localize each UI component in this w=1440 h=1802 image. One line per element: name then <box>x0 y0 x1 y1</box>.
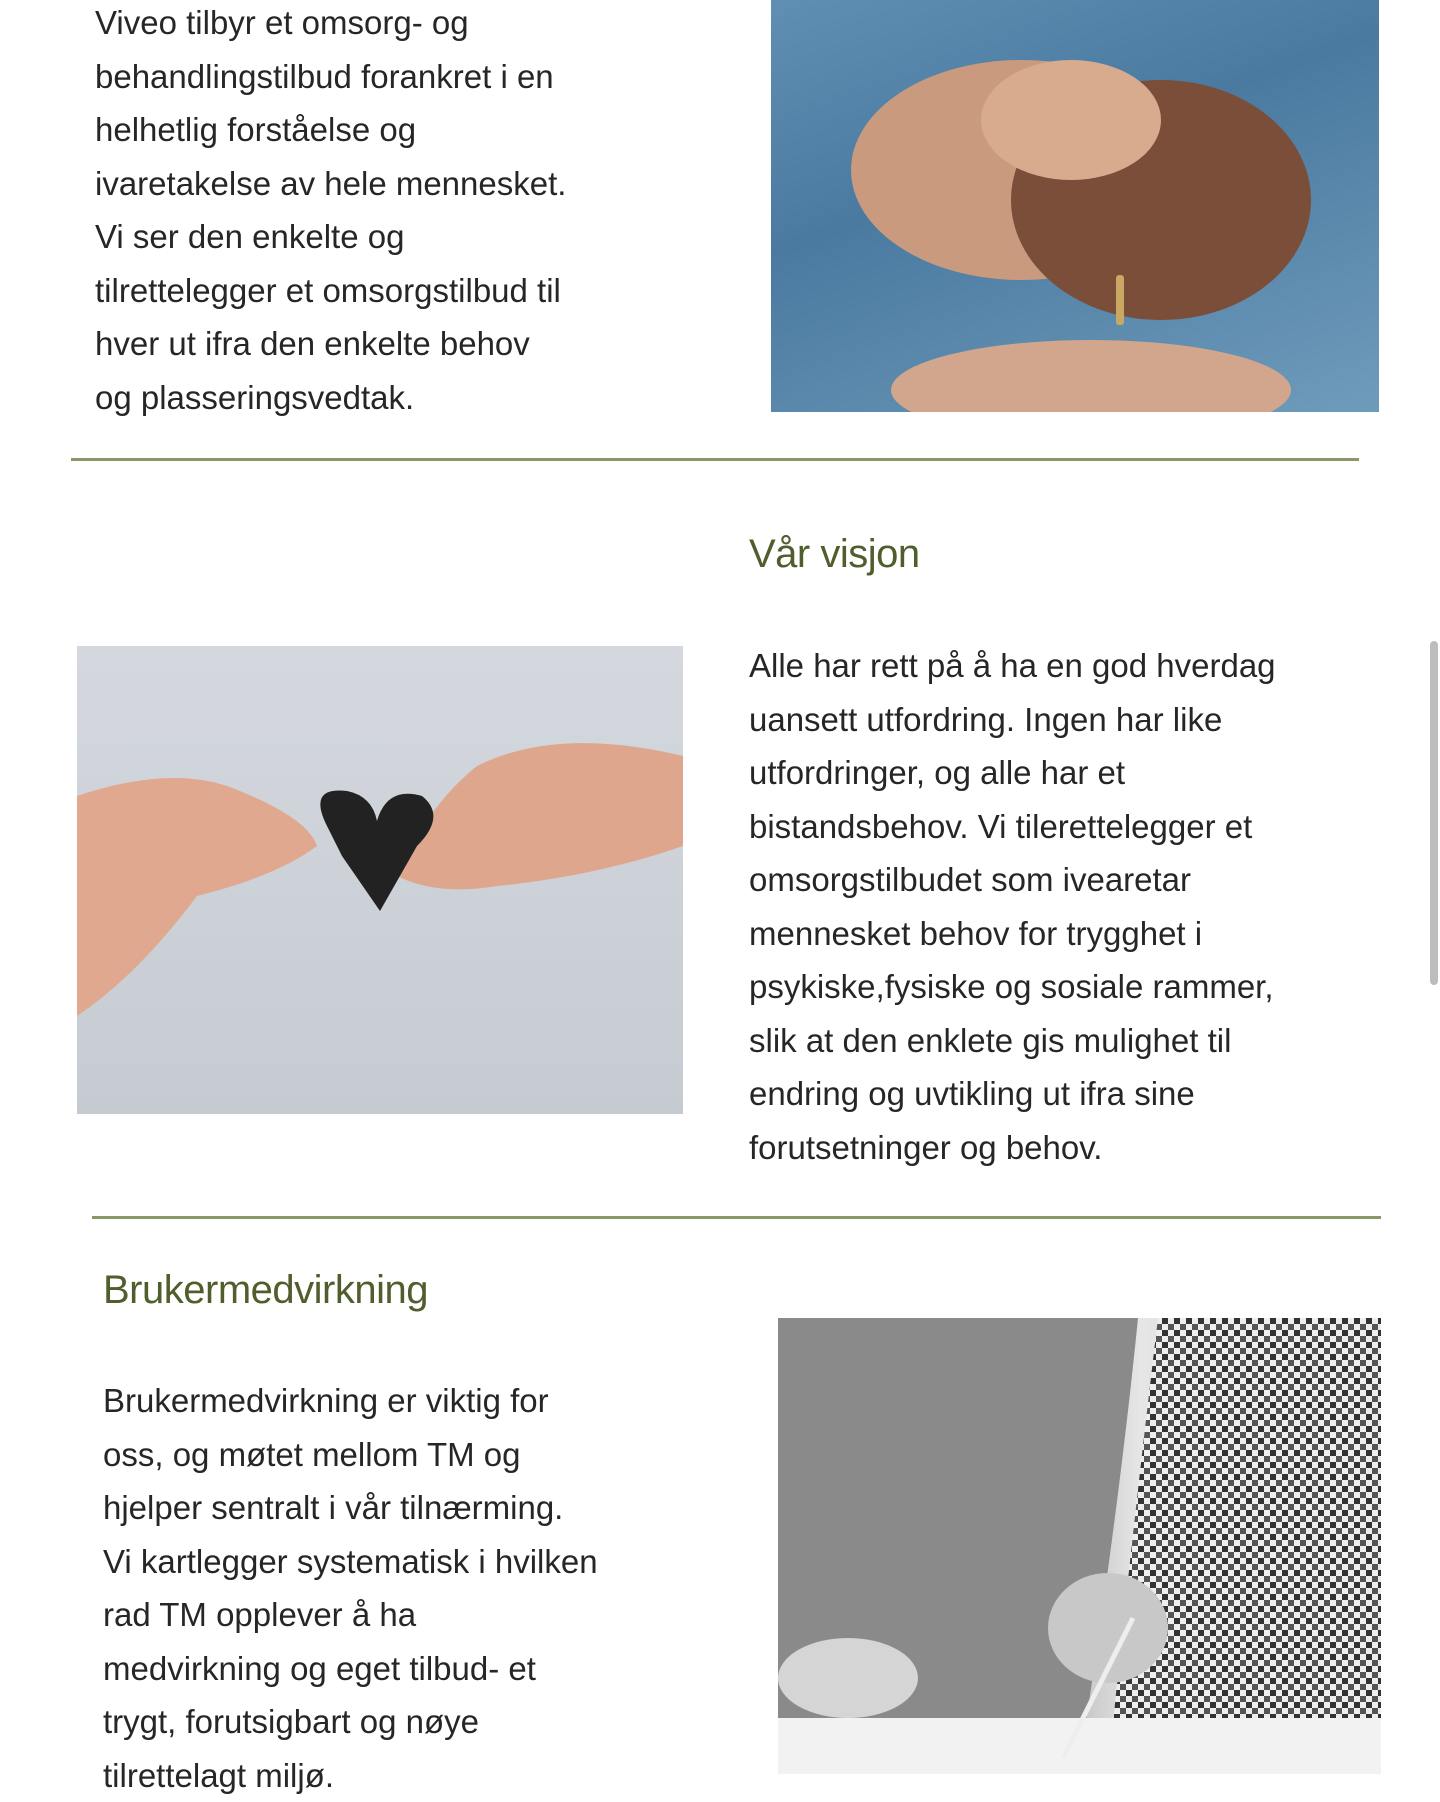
text-line: Brukermedvirkning er viktig for <box>103 1374 598 1428</box>
text-line: slik at den enklete gis mulighet til <box>749 1014 1276 1068</box>
intro-paragraph <box>95 0 566 424</box>
text-line: helhetlig forståelse og <box>95 103 566 157</box>
text-line: hver ut ifra den enkelte behov <box>95 317 566 371</box>
text-line: Vi kartlegger systematisk i hvilken <box>103 1535 598 1589</box>
text-line: forutsetninger og behov. <box>749 1121 1276 1175</box>
text-line: rad TM opplever å ha <box>103 1588 598 1642</box>
meeting-photo <box>778 1318 1381 1774</box>
text-line: oss, og møtet mellom TM og <box>103 1428 598 1482</box>
involvement-heading: Brukermedvirkning <box>103 1268 428 1313</box>
section-divider <box>92 1216 1381 1219</box>
text-line: bistandsbehov. Vi tilerettelegger et <box>749 800 1276 854</box>
text-line: og plasseringsvedtak. <box>95 371 566 425</box>
text-line: omsorgstilbudet som ivearetar <box>749 853 1276 907</box>
text-line: ivaretakelse av hele mennesket. <box>95 157 566 211</box>
holding-hands-photo <box>771 0 1379 412</box>
text-line: endring og uvtikling ut ifra sine <box>749 1067 1276 1121</box>
text-line: tilrettelegger et omsorgstilbud til <box>95 264 566 318</box>
text-line: behandlingstilbud forankret i en <box>95 50 566 104</box>
text-line: medvirkning og eget tilbud- et <box>103 1642 598 1696</box>
vision-heading: Vår visjon <box>749 532 920 577</box>
text-line: Vi ser den enkelte og <box>95 210 566 264</box>
text-line: uansett utfordring. Ingen har like <box>749 693 1276 747</box>
text-line: utfordringer, og alle har et <box>749 746 1276 800</box>
text-line: trygt, forutsigbart og nøye <box>103 1695 598 1749</box>
heart-hands-photo <box>77 646 683 1114</box>
vision-paragraph <box>749 639 1276 1174</box>
text-line: mennesket behov for trygghet i <box>749 907 1276 961</box>
text-line: hjelper sentralt i vår tilnærming. <box>103 1481 598 1535</box>
text-line: psykiske,fysiske og sosiale rammer, <box>749 960 1276 1014</box>
text-line: tilrettelagt miljø. <box>103 1749 598 1802</box>
involvement-paragraph <box>103 1374 598 1802</box>
text-line: Viveo tilbyr et omsorg- og <box>95 0 566 50</box>
section-divider <box>71 458 1359 461</box>
scrollbar[interactable] <box>1430 641 1438 985</box>
text-line: Alle har rett på å ha en god hverdag <box>749 639 1276 693</box>
